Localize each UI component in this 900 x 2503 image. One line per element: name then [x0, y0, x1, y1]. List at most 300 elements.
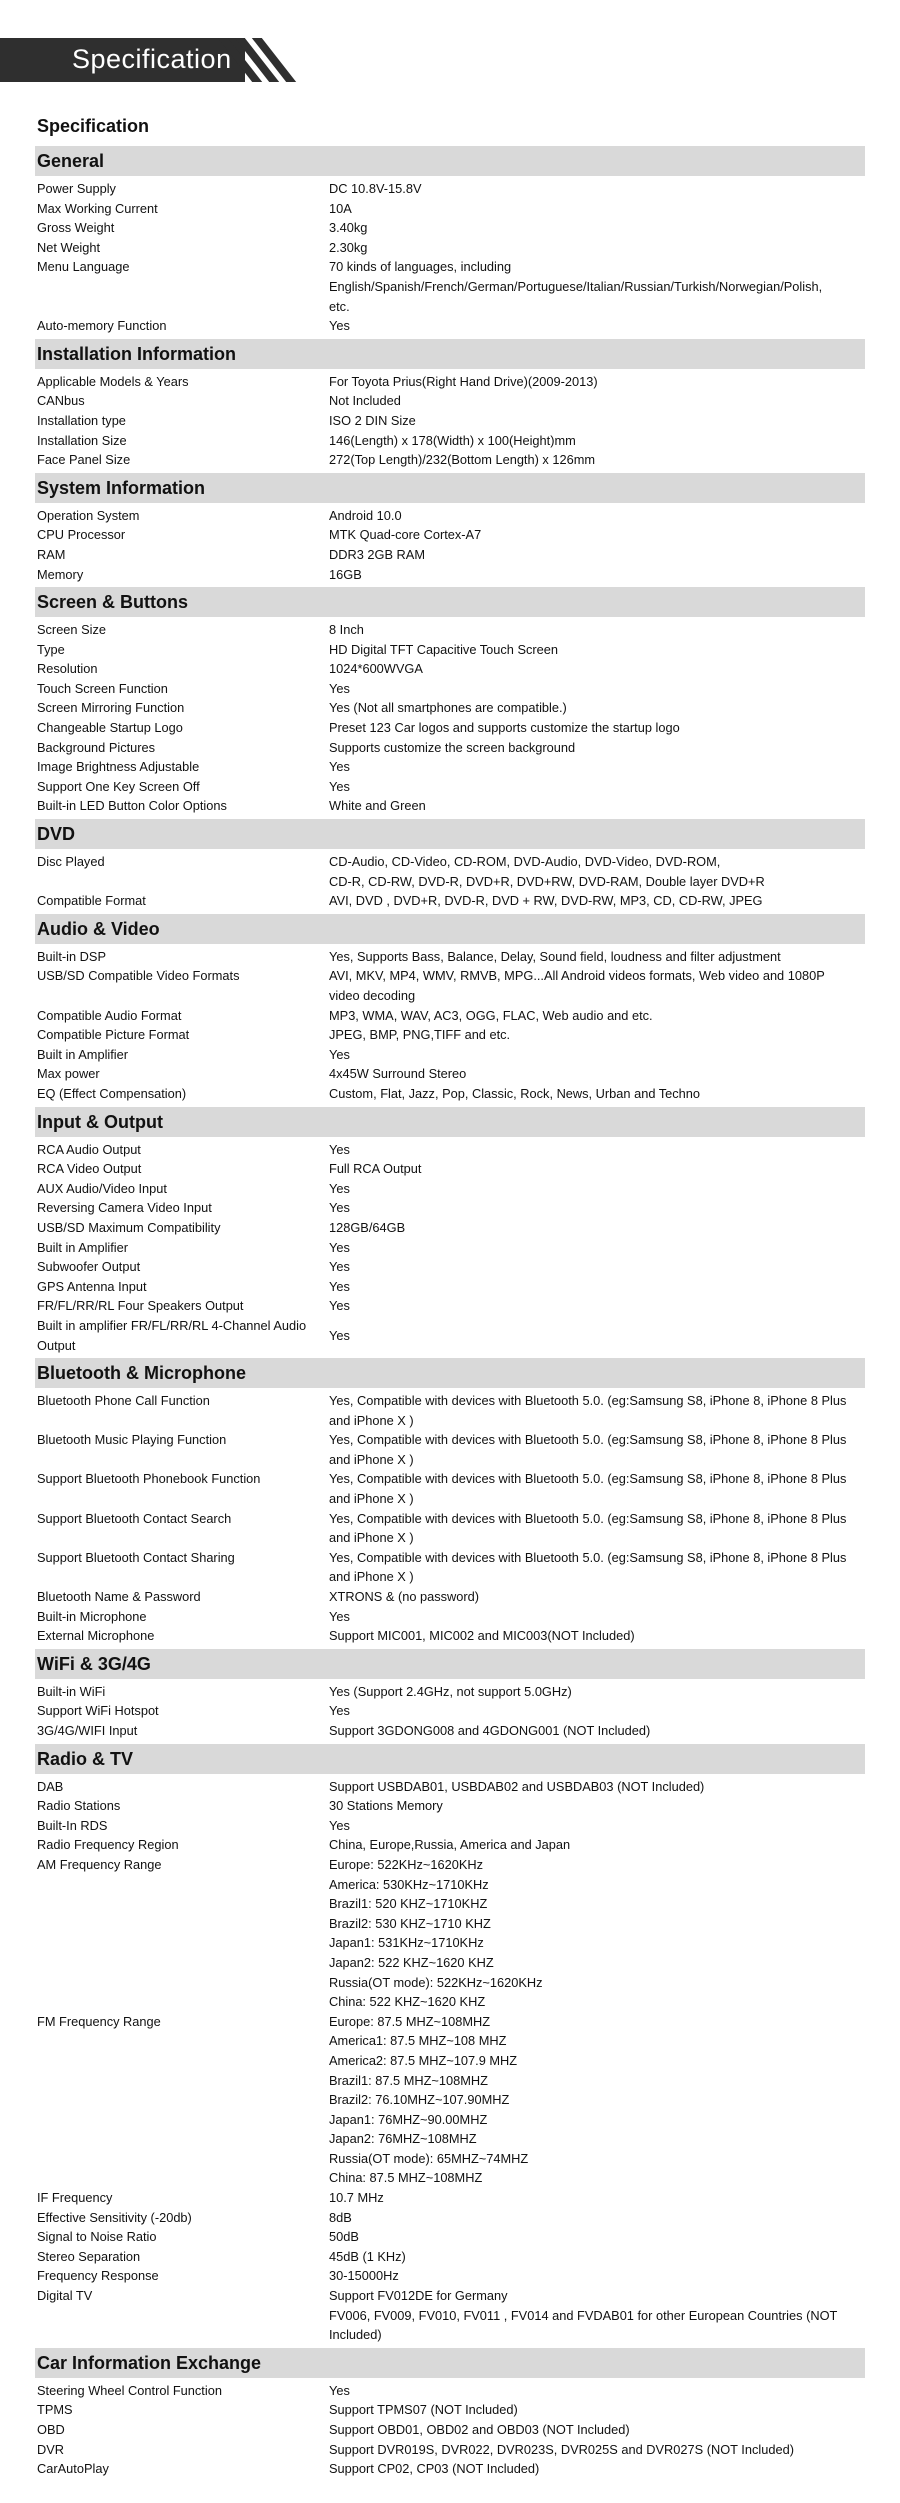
spec-row	[35, 2286, 865, 2345]
spec-value-line: America1: 87.5 MHZ~108 MHZ	[329, 2033, 507, 2049]
spec-value-line: Japan1: 76MHZ~90.00MHZ	[329, 2111, 488, 2127]
spec-label: Support One Key Screen Off	[37, 778, 200, 794]
spec-value-line: Full RCA Output	[329, 1161, 422, 1177]
spec-row	[35, 1855, 865, 2012]
spec-row	[35, 698, 865, 718]
spec-label: Stereo Separation	[37, 2248, 141, 2264]
spec-value	[329, 1816, 865, 1836]
spec-value	[329, 431, 865, 451]
spec-value	[329, 1179, 865, 1199]
spec-value	[329, 1045, 865, 1065]
spec-value-line: Support FV012DE for Germany	[329, 2288, 508, 2304]
spec-label: Support Bluetooth Phonebook Function	[37, 1471, 261, 1487]
spec-value	[329, 2420, 865, 2440]
spec-label: Type	[37, 641, 65, 657]
spec-label: Operation System	[37, 507, 140, 523]
spec-value-line: Yes	[329, 1180, 350, 1196]
spec-value-line: CD-R, CD-RW, DVD-R, DVD+R, DVD+RW, DVD-RAM, Double layer DVD+R	[329, 873, 765, 889]
section-title: Installation Information	[35, 339, 865, 369]
spec-value	[329, 891, 865, 911]
page-title: Specification	[37, 116, 150, 136]
spec-row	[35, 1064, 865, 1084]
spec-row	[35, 450, 865, 470]
spec-row	[35, 1025, 865, 1045]
spec-value-line: China: 87.5 MHZ~108MHZ	[329, 2170, 483, 2186]
spec-row	[35, 852, 865, 891]
spec-value	[329, 1296, 865, 1316]
spec-value	[329, 2286, 865, 2345]
spec-value-line: Yes	[329, 1703, 350, 1719]
spec-value-line: and iPhone X )	[329, 1412, 414, 1428]
spec-label: Background Pictures	[37, 739, 156, 755]
spec-value-line: Yes	[329, 1259, 350, 1275]
spec-value	[329, 1257, 865, 1277]
spec-value-line: 146(Length) x 178(Width) x 100(Height)mm	[329, 432, 576, 448]
spec-value	[329, 2012, 865, 2188]
spec-value-line: etc.	[329, 298, 350, 314]
spec-row	[35, 179, 865, 199]
spec-value-line: 10A	[329, 200, 352, 216]
spec-value-line: Yes	[329, 1141, 350, 1157]
spec-row	[35, 947, 865, 967]
spec-row	[35, 545, 865, 565]
section-general	[35, 146, 865, 336]
spec-row	[35, 718, 865, 738]
spec-value	[329, 525, 865, 545]
spec-label: Bluetooth Phone Call Function	[37, 1393, 210, 1409]
spec-label: Screen Mirroring Function	[37, 700, 185, 716]
spec-row	[35, 1777, 865, 1797]
spec-label: Built in Amplifier	[37, 1239, 129, 1255]
spec-value-line: 8 Inch	[329, 622, 364, 638]
spec-label: Built in amplifier FR/FL/RR/RL 4-Channel Audio Output	[37, 1317, 307, 1353]
spec-value	[329, 1218, 865, 1238]
spec-value	[329, 545, 865, 565]
spec-row	[35, 565, 865, 585]
spec-value	[329, 777, 865, 797]
spec-row	[35, 1469, 865, 1508]
spec-label: Auto-memory Function	[37, 318, 167, 334]
spec-value-line: JPEG, BMP, PNG,TIFF and etc.	[329, 1027, 511, 1043]
spec-value-line: 272(Top Length)/232(Bottom Length) x 126mm	[329, 452, 596, 468]
spec-row	[35, 1198, 865, 1218]
section-title: Bluetooth & Microphone	[35, 1358, 865, 1388]
spec-value	[329, 1509, 865, 1548]
spec-value-line: 30 Stations Memory	[329, 1798, 443, 1814]
spec-value-line: FV006, FV009, FV010, FV011 , FV014 and FVDAB01 for other European Countries (NOT	[329, 2307, 838, 2323]
spec-label: Built-In RDS	[37, 1817, 108, 1833]
spec-value-line: Custom, Flat, Jazz, Pop, Classic, Rock, News, Urban and Techno	[329, 1085, 701, 1101]
spec-label: RAM	[37, 546, 66, 562]
spec-value-line: 16GB	[329, 566, 362, 582]
spec-value	[329, 1140, 865, 1160]
spec-value-line: Yes	[329, 1239, 350, 1255]
spec-row	[35, 620, 865, 640]
spec-label: CPU Processor	[37, 527, 126, 543]
section-io	[35, 1107, 865, 1356]
spec-row	[35, 1179, 865, 1199]
spec-value-line: Support CP02, CP03 (NOT Included)	[329, 2461, 540, 2477]
spec-row	[35, 1701, 865, 1721]
spec-value-line: Russia(OT mode): 522KHz~1620KHz	[329, 1974, 543, 1990]
spec-value	[329, 1064, 865, 1084]
spec-value-line: Support DVR019S, DVR022, DVR023S, DVR025S and DVR027S (NOT Included)	[329, 2441, 794, 2457]
spec-value-line: Yes	[329, 1608, 350, 1624]
section-title: General	[35, 146, 865, 176]
spec-value-line: Russia(OT mode): 65MHZ~74MHZ	[329, 2150, 529, 2166]
spec-value-line: and iPhone X )	[329, 1569, 414, 1585]
spec-row	[35, 506, 865, 526]
spec-value-line: Support 3GDONG008 and 4GDONG001 (NOT Included)	[329, 1723, 651, 1738]
spec-label: Memory	[37, 566, 84, 582]
section-bluetooth	[35, 1358, 865, 1646]
spec-label: OBD	[37, 2422, 65, 2437]
spec-value-line: Japan1: 531KHz~1710KHz	[329, 1935, 484, 1951]
spec-value-line: 10.7 MHz	[329, 2190, 384, 2206]
spec-label: Bluetooth Music Playing Function	[37, 1432, 227, 1448]
spec-value	[329, 238, 865, 258]
section-title: System Information	[35, 473, 865, 503]
spec-value-line: Yes	[329, 680, 350, 696]
spec-label: RCA Audio Output	[37, 1141, 141, 1157]
spec-label: CarAutoPlay	[37, 2461, 109, 2477]
spec-row	[35, 391, 865, 411]
spec-label: Support Bluetooth Contact Sharing	[37, 1549, 235, 1565]
spec-label: DVR	[37, 2441, 65, 2457]
spec-label: Applicable Models & Years	[37, 373, 189, 389]
spec-label: Built-in WiFi	[37, 1683, 106, 1699]
spec-row	[35, 372, 865, 392]
spec-value	[329, 1025, 865, 1045]
spec-row	[35, 316, 865, 336]
spec-value-line: DC 10.8V-15.8V	[329, 181, 422, 196]
spec-value	[329, 1835, 865, 1855]
spec-row	[35, 2247, 865, 2267]
spec-value-line: Yes, Compatible with devices with Bluetooth 5.0. (eg:Samsung S8, iPhone 8, iPhone 8 Plus	[329, 1549, 847, 1565]
spec-label: Subwoofer Output	[37, 1259, 141, 1275]
spec-value	[329, 640, 865, 660]
spec-value	[329, 506, 865, 526]
spec-value-line: Yes, Compatible with devices with Bluetooth 5.0. (eg:Samsung S8, iPhone 8, iPhone 8 Plus	[329, 1393, 847, 1409]
spec-value	[329, 2266, 865, 2286]
spec-label: Built-in Microphone	[37, 1608, 147, 1624]
spec-value	[329, 966, 865, 1005]
spec-row	[35, 777, 865, 797]
spec-value	[329, 2188, 865, 2208]
spec-value-line: AVI, DVD , DVD+R, DVD-R, DVD + RW, DVD-RW, MP3, CD, CD-RW, JPEG	[329, 893, 763, 909]
spec-row	[35, 2266, 865, 2286]
spec-value-line: Japan2: 76MHZ~108MHZ	[329, 2131, 477, 2147]
spec-label: DAB	[37, 1778, 64, 1794]
spec-value-line: Yes	[329, 778, 350, 794]
spec-value-line: Yes	[329, 1298, 350, 1314]
spec-value-line: Not Included	[329, 393, 401, 409]
spec-row	[35, 757, 865, 777]
section-title: Car Information Exchange	[35, 2348, 865, 2378]
spec-label: Gross Weight	[37, 220, 115, 236]
spec-label: Resolution	[37, 661, 98, 677]
spec-value-line: Yes	[329, 318, 350, 334]
spec-value	[329, 659, 865, 679]
spec-label: Face Panel Size	[37, 452, 131, 468]
spec-value	[329, 2440, 865, 2460]
spec-label: FM Frequency Range	[37, 2013, 161, 2029]
spec-label: CANbus	[37, 393, 85, 409]
spec-label: Built-in DSP	[37, 948, 106, 964]
spec-value-line: 70 kinds of languages, including	[329, 259, 512, 275]
spec-row	[35, 1316, 865, 1355]
spec-value-line: 3.40kg	[329, 220, 368, 236]
spec-label: GPS Antenna Input	[37, 1278, 147, 1294]
spec-label: Net Weight	[37, 239, 101, 255]
spec-value-line: MTK Quad-core Cortex-A7	[329, 527, 482, 543]
spec-label: Screen Size	[37, 622, 106, 638]
spec-row	[35, 1159, 865, 1179]
spec-value-line: Yes	[329, 1200, 350, 1216]
spec-value	[329, 1548, 865, 1587]
spec-value	[329, 1701, 865, 1721]
spec-value	[329, 679, 865, 699]
spec-label: Support Bluetooth Contact Search	[37, 1510, 232, 1526]
spec-row	[35, 1391, 865, 1430]
spec-value-line: 128GB/64GB	[329, 1219, 406, 1235]
spec-row	[35, 2459, 865, 2479]
spec-row	[35, 966, 865, 1005]
spec-value	[329, 1198, 865, 1218]
section-system	[35, 473, 865, 584]
spec-value	[329, 1626, 865, 1646]
spec-value-line: Yes, Supports Bass, Balance, Delay, Sound field, loudness and filter adjustment	[329, 948, 781, 964]
section-wifi	[35, 1649, 865, 1741]
spec-value-line: Included)	[329, 2327, 382, 2343]
spec-value	[329, 179, 865, 199]
spec-value-line: Support TPMS07 (NOT Included)	[329, 2402, 518, 2418]
spec-value-line: CD-Audio, CD-Video, CD-ROM, DVD-Audio, DVD-Video, DVD-ROM,	[329, 854, 721, 870]
spec-value-line: Brazil1: 520 KHZ~1710KHZ	[329, 1896, 488, 1912]
spec-label: Max power	[37, 1066, 100, 1082]
spec-row	[35, 2400, 865, 2420]
spec-value	[329, 796, 865, 816]
spec-value-line: Yes, Compatible with devices with Bluetooth 5.0. (eg:Samsung S8, iPhone 8, iPhone 8 Plus	[329, 1471, 847, 1487]
spec-row	[35, 1084, 865, 1104]
spec-value-line: White and Green	[329, 798, 426, 814]
spec-value	[329, 2208, 865, 2228]
spec-row	[35, 1626, 865, 1646]
spec-value	[329, 257, 865, 316]
spec-label: External Microphone	[37, 1628, 155, 1644]
spec-value-line: 30-15000Hz	[329, 2268, 399, 2284]
spec-value-line: 45dB (1 KHz)	[329, 2248, 406, 2264]
spec-row	[35, 1006, 865, 1026]
spec-row	[35, 431, 865, 451]
spec-label: RCA Video Output	[37, 1161, 142, 1177]
spec-value	[329, 698, 865, 718]
spec-value-line: ISO 2 DIN Size	[329, 412, 416, 428]
spec-value	[329, 947, 865, 967]
spec-row	[35, 2440, 865, 2460]
spec-row	[35, 738, 865, 758]
spec-value	[329, 1084, 865, 1104]
spec-value-line: Yes (Not all smartphones are compatible.)	[329, 700, 567, 716]
banner-title: Specification	[72, 44, 232, 74]
spec-row	[35, 796, 865, 816]
spec-row	[35, 2227, 865, 2247]
section-dvd	[35, 819, 865, 911]
spec-row	[35, 257, 865, 316]
spec-label: FR/FL/RR/RL Four Speakers Output	[37, 1298, 244, 1314]
spec-value	[329, 1855, 865, 2012]
spec-value	[329, 316, 865, 336]
spec-label: Compatible Picture Format	[37, 1027, 190, 1043]
spec-value	[329, 1796, 865, 1816]
spec-label: Radio Stations	[37, 1798, 121, 1814]
spec-value	[329, 738, 865, 758]
spec-row	[35, 1218, 865, 1238]
spec-label: AUX Audio/Video Input	[37, 1180, 167, 1196]
section-installation	[35, 339, 865, 470]
spec-value	[329, 1159, 865, 1179]
spec-value-line: and iPhone X )	[329, 1530, 414, 1546]
spec-value-line: Brazil2: 76.10MHZ~107.90MHZ	[329, 2092, 510, 2108]
spec-row	[35, 1430, 865, 1469]
section-car	[35, 2348, 865, 2479]
spec-row	[35, 199, 865, 219]
spec-label: AM Frequency Range	[37, 1856, 162, 1872]
spec-row	[35, 1607, 865, 1627]
spec-row	[35, 891, 865, 911]
spec-label: TPMS	[37, 2402, 73, 2418]
spec-label: Built in Amplifier	[37, 1046, 129, 1062]
spec-label: Effective Sensitivity (-20db)	[37, 2209, 192, 2225]
section-screen	[35, 587, 865, 816]
spec-label: USB/SD Compatible Video Formats	[37, 968, 240, 984]
spec-row	[35, 238, 865, 258]
section-title: DVD	[35, 819, 865, 849]
spec-value	[329, 2459, 865, 2479]
section-title: Radio & TV	[35, 1744, 865, 1774]
spec-label: Power Supply	[37, 181, 116, 196]
section-radio	[35, 1744, 865, 2345]
spec-value	[329, 1238, 865, 1258]
spec-value	[329, 757, 865, 777]
spec-value-line: MP3, WMA, WAV, AC3, OGG, FLAC, Web audio and etc.	[329, 1007, 653, 1023]
spec-value-line: and iPhone X )	[329, 1451, 414, 1467]
spec-row	[35, 2420, 865, 2440]
spec-label: USB/SD Maximum Compatibility	[37, 1219, 221, 1235]
spec-value-line: Yes (Support 2.4GHz, not support 5.0GHz)	[329, 1683, 572, 1699]
spec-row	[35, 411, 865, 431]
spec-label: Changeable Startup Logo	[37, 720, 183, 736]
spec-label: Bluetooth Name & Password	[37, 1589, 201, 1605]
spec-value-line: China, Europe,Russia, America and Japan	[329, 1837, 571, 1853]
spec-row	[35, 1587, 865, 1607]
specification-table	[35, 143, 865, 2479]
spec-value-line: Support OBD01, OBD02 and OBD03 (NOT Included)	[329, 2422, 630, 2437]
spec-label: Installation Size	[37, 432, 127, 448]
spec-row	[35, 2208, 865, 2228]
spec-value	[329, 1607, 865, 1627]
spec-value	[329, 1277, 865, 1297]
spec-value-line: video decoding	[329, 988, 416, 1003]
spec-row	[35, 1045, 865, 1065]
spec-label: IF Frequency	[37, 2190, 113, 2206]
spec-value-line: Yes	[329, 759, 350, 775]
spec-value-line: Support MIC001, MIC002 and MIC003(NOT Included)	[329, 1628, 635, 1644]
spec-value-line: Yes, Compatible with devices with Bluetooth 5.0. (eg:Samsung S8, iPhone 8, iPhone 8 Plus	[329, 1432, 847, 1448]
spec-value-line: DDR3 2GB RAM	[329, 546, 425, 562]
spec-value-line: Brazil2: 530 KHZ~1710 KHZ	[329, 1915, 491, 1931]
spec-value-line: Supports customize the screen background	[329, 739, 576, 755]
spec-value	[329, 718, 865, 738]
spec-label: Touch Screen Function	[37, 680, 168, 696]
spec-value-line: Support USBDAB01, USBDAB02 and USBDAB03 (NOT Included)	[329, 1778, 705, 1794]
spec-row	[35, 1509, 865, 1548]
spec-value-line: 8dB	[329, 2209, 352, 2225]
spec-value-line: Europe: 522KHz~1620KHz	[329, 1856, 484, 1872]
spec-value	[329, 2381, 865, 2401]
spec-value-line: Japan2: 522 KHZ~1620 KHZ	[329, 1954, 494, 1970]
spec-value-line: America: 530KHz~1710KHz	[329, 1876, 489, 1892]
spec-value	[329, 450, 865, 470]
section-title: Audio & Video	[35, 914, 865, 944]
spec-label: Radio Frequency Region	[37, 1837, 179, 1853]
spec-value-line: America2: 87.5 MHZ~107.9 MHZ	[329, 2052, 518, 2068]
spec-value	[329, 372, 865, 392]
spec-value	[329, 218, 865, 238]
spec-value-line: 1024*600WVGA	[329, 661, 423, 677]
specification-banner	[0, 38, 294, 82]
section-title: Input & Output	[35, 1107, 865, 1137]
spec-row	[35, 659, 865, 679]
spec-row	[35, 1721, 865, 1741]
spec-value	[329, 1587, 865, 1607]
spec-row	[35, 525, 865, 545]
spec-value	[329, 1430, 865, 1469]
spec-row	[35, 1796, 865, 1816]
spec-value-line: XTRONS & (no password)	[329, 1589, 480, 1605]
spec-row	[35, 679, 865, 699]
spec-value	[329, 852, 865, 891]
spec-label: Reversing Camera Video Input	[37, 1200, 212, 1216]
spec-label: Image Brightness Adjustable	[37, 759, 200, 775]
section-title: Screen & Buttons	[35, 587, 865, 617]
spec-value	[329, 411, 865, 431]
spec-value	[329, 1006, 865, 1026]
spec-row	[35, 1257, 865, 1277]
spec-label: Disc Played	[37, 854, 105, 870]
spec-row	[35, 1816, 865, 1836]
spec-label: Built-in LED Button Color Options	[37, 798, 227, 814]
spec-row	[35, 2012, 865, 2188]
spec-label: Max Working Current	[37, 200, 158, 216]
spec-value-line: China: 522 KHZ~1620 KHZ	[329, 1994, 486, 2010]
spec-row	[35, 1835, 865, 1855]
spec-value-line: Preset 123 Car logos and supports customize the startup logo	[329, 720, 680, 736]
spec-value	[329, 2400, 865, 2420]
spec-value-line: Europe: 87.5 MHZ~108MHZ	[329, 2013, 491, 2029]
spec-value	[329, 1391, 865, 1430]
spec-row	[35, 1296, 865, 1316]
spec-row	[35, 640, 865, 660]
spec-value-line: Yes	[329, 1046, 350, 1062]
spec-value	[329, 1469, 865, 1508]
spec-value	[329, 1777, 865, 1797]
spec-row	[35, 1277, 865, 1297]
spec-value-line: Yes	[329, 2382, 350, 2398]
spec-row	[35, 1238, 865, 1258]
spec-value	[329, 620, 865, 640]
spec-label: 3G/4G/WIFI Input	[37, 1723, 138, 1738]
